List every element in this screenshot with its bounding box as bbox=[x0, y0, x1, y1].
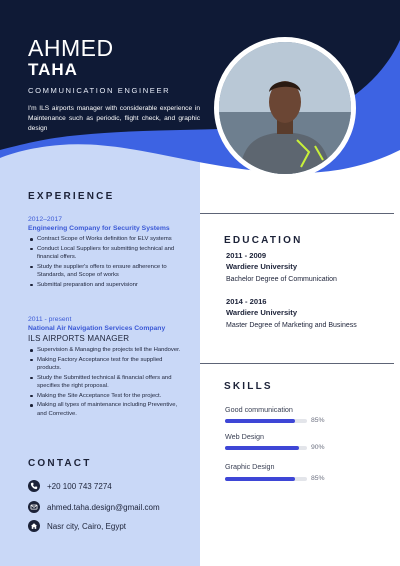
bullet-item: Supervision & Managing the projects tell the Handover. bbox=[28, 346, 188, 355]
email-address: ahmed.taha.design@gmail.com bbox=[47, 502, 160, 512]
experience-company: National Air Navigation Services Company bbox=[28, 325, 166, 332]
mail-icon bbox=[28, 501, 40, 513]
skill-bar-fill bbox=[225, 477, 295, 481]
skill-name: Graphic Design bbox=[225, 462, 275, 471]
contact-email[interactable] bbox=[28, 499, 160, 515]
bullet-item: Submittal preparation and supervisionr bbox=[28, 281, 188, 290]
skills-heading: SKILLS bbox=[224, 381, 273, 392]
bullet-item: Making Factory Acceptance test for the supplied products. bbox=[28, 356, 188, 373]
education-degree: Master Degree of Marketing and Business bbox=[226, 322, 357, 329]
section-divider bbox=[200, 363, 394, 364]
skill-percent: 85% bbox=[311, 417, 325, 424]
education-school: Wardiere University bbox=[226, 308, 298, 317]
skill-bar bbox=[225, 419, 307, 423]
skill-percent: 85% bbox=[311, 475, 325, 482]
experience-item bbox=[28, 216, 188, 290]
education-years: 2011 - 2009 bbox=[226, 251, 267, 260]
bullet-item: Contract Scope of Works definition for ELV systems bbox=[28, 235, 188, 244]
skill-percent: 90% bbox=[311, 444, 325, 451]
skill-bar bbox=[225, 477, 307, 481]
skill-name: Good communication bbox=[225, 405, 293, 414]
experience-item bbox=[28, 316, 188, 420]
home-icon bbox=[28, 520, 40, 532]
address-text: Nasr city, Cairo, Egypt bbox=[47, 521, 126, 531]
bullet-item: Study the Submitted technical & financial offers and specifies the right proposal. bbox=[28, 374, 188, 391]
education-heading: EDUCATION bbox=[224, 235, 303, 246]
bullet-item: Making all types of maintenance including Preventive, and Corrective. bbox=[28, 401, 188, 418]
contact-phone[interactable] bbox=[28, 478, 112, 494]
intro-text: I'm ILS airports manager with considerable experience in Maintenance such as periodic, flight check, and graphic design bbox=[28, 105, 200, 133]
education-years: 2014 - 2016 bbox=[226, 297, 267, 306]
phone-number: +20 100 743 7274 bbox=[47, 481, 112, 491]
skill-bar bbox=[225, 446, 307, 450]
education-school: Wardiere University bbox=[226, 262, 298, 271]
experience-heading: EXPERIENCE bbox=[28, 191, 115, 202]
bullet-item: Study the supplier's offers to ensure adherence to Standards, and Scope of works bbox=[28, 263, 188, 280]
skill-name: Web Design bbox=[225, 432, 265, 441]
job-title: COMMUNICATION ENGINEER bbox=[28, 86, 171, 95]
experience-bullets bbox=[28, 346, 188, 419]
contact-heading: CONTACT bbox=[28, 458, 92, 469]
bullet-item: Making the Site Acceptance Test for the project. bbox=[28, 392, 188, 401]
section-divider bbox=[200, 213, 394, 214]
bullet-item: Conduct Local Suppliers for submitting technical and financial offers. bbox=[28, 245, 188, 262]
contact-address bbox=[28, 518, 126, 534]
profile-photo bbox=[214, 37, 356, 179]
experience-period: 2012–2017 bbox=[28, 216, 63, 223]
phone-icon bbox=[28, 480, 40, 492]
experience-company: Engineering Company for Security Systems bbox=[28, 225, 170, 232]
experience-bullets bbox=[28, 235, 188, 289]
experience-period: 2011 - present bbox=[28, 316, 72, 323]
first-name: AHMED bbox=[28, 35, 114, 61]
skill-bar-fill bbox=[225, 446, 299, 450]
experience-role: ILS AIRPORTS MANAGER bbox=[28, 334, 130, 343]
skill-bar-fill bbox=[225, 419, 295, 423]
education-degree: Bachelor Degree of Communication bbox=[226, 276, 337, 283]
last-name: TAHA bbox=[28, 60, 78, 79]
